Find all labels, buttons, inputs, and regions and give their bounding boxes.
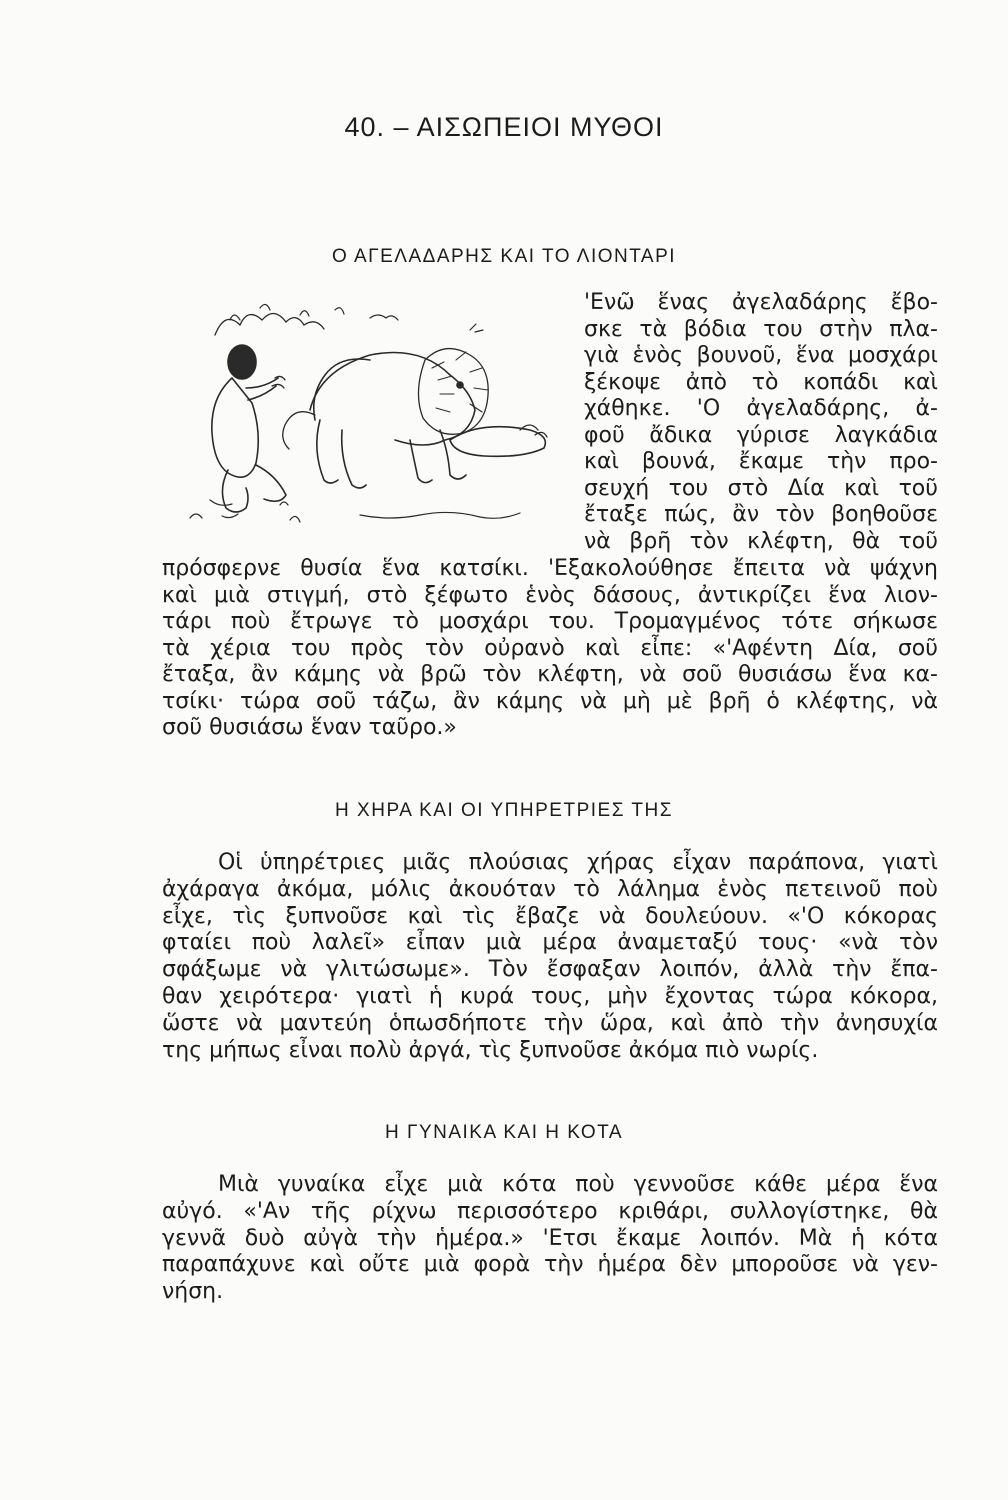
text-line: νὰ βρῆ τὸν κλέφτη, θὰ τοῦ (584, 528, 938, 554)
text-line: καὶ βουνά, ἔκαμε τὴν προ- (584, 449, 938, 474)
text-line: αὐγό. «'Αν τῆς ρίχνω περισσότερο κριθάρι, συλλογίστηκε, θὰ (162, 1198, 938, 1224)
text-line: Μιὰ γυναίκα εἶχε μιὰ κότα ποὺ γεννοῦσε κάθε μέρα ἕνα (218, 1172, 938, 1197)
text-line: ὥστε νὰ μαντεύη ὁπωσδήποτε τὴν ὥρα, καὶ ἀπὸ τὴν ἀνησυχία (162, 1010, 938, 1036)
story3-body (162, 1172, 938, 1306)
story2-body (162, 850, 938, 1064)
text-line: καὶ μιὰ στιγμή, στὸ ξέφωτο ἑνὸς δάσους, ἀντικρίζει ἕνα λιον- (162, 582, 938, 608)
story1-body (162, 556, 938, 742)
text-line: σκε τὰ βόδια του στὴν πλα- (584, 316, 938, 342)
text-line: Οἱ ὑπηρέτριες μιᾶς πλούσιας χήρας εἶχαν παράπονα, γιατὶ (218, 850, 938, 875)
text-line: τσίκι· τώρα σοῦ τάζω, ἂν κάμης νὰ μὴ μὲ βρῆ ὁ κλέφτης, νὰ (162, 688, 938, 714)
text-line: 'Ενῶ ἕνας ἀγελαδάρης ἔβο- (584, 290, 938, 315)
text-line: σευχή του στὸ Δία καὶ τοῦ (584, 475, 938, 501)
text-line: θαν χειρότερα· γιατὶ ἡ κυρά τους, μὴν ἔχοντας τώρα κόκορα, (162, 983, 938, 1009)
story-title-widow: Η ΧΗΡΑ ΚΑΙ ΟΙ ΥΠΗΡΕΤΡΙΕΣ ΤΗΣ (335, 800, 673, 821)
page-header: 40. – ΑΙΣΩΠΕΙΟΙ ΜΥΘΟΙ (344, 112, 664, 142)
text-line: φταίει ποὺ λαλεῖ» εἶπαν μιὰ μέρα ἀναμεταξύ τους· «νὰ τὸν (162, 930, 938, 956)
text-line: τάρι ποὺ ἔτρωγε τὸ μοσχάρι του. Τρομαγμένος τότε σήκωσε (162, 609, 938, 634)
text-line: ἔταξα, ἂν κάμης νὰ βρῶ τὸν κλέφτη, νὰ σοῦ θυσιάσω ἕνα κα- (162, 662, 938, 687)
text-line: εἶχε, τὶς ξυπνοῦσε καὶ τὶς ἔβαζε νὰ δουλεύουν. «'Ο κόκορας (162, 903, 938, 929)
text-line: χάθηκε. 'Ο ἀγελαδάρης, ἀ- (584, 396, 938, 421)
story1-narrow-column (584, 290, 938, 555)
text-line: σοῦ θυσιάσω ἕναν ταῦρο.» (162, 715, 457, 740)
herdsman-and-lion-drawing-icon (170, 290, 570, 540)
text-line: ξέκοψε ἀπὸ τὸ κοπάδι καὶ (584, 369, 938, 395)
story-title-herdsman: Ο ΑΓΕΛΑΔΑΡΗΣ ΚΑΙ ΤΟ ΛΙΟΝΤΑΡΙ (331, 246, 677, 267)
text-line: παραπάχυνε καὶ οὔτε μιὰ φορὰ τὴν ἡμέρα δὲν μποροῦσε νὰ γεν- (162, 1252, 938, 1278)
text-line: ἀχάραγα ἀκόμα, μόλις ἀκουόταν τὸ λάλημα ἑνὸς πετεινοῦ ποὺ (162, 876, 938, 902)
text-line: νήση. (162, 1279, 224, 1305)
text-line: σφάξωμε νὰ γλιτώσωμε». Τὸν ἔσφαξαν λοιπόν, ἀλλὰ τὴν ἔπα- (162, 957, 938, 983)
text-line: τὰ χέρια του πρὸς τὸν οὐρανὸ καὶ εἶπε: «'Αφέντη Δία, σοῦ (162, 635, 938, 661)
text-line: ἔταξε πώς, ἂν τὸν βοηθοῦσε (584, 502, 938, 527)
text-line: πρόσφερνε θυσία ἕνα κατσίκι. 'Εξακολούθησε ἔπειτα νὰ ψάχνη (162, 556, 938, 581)
story-title-hen: Η ΓΥΝΑΙΚΑ ΚΑΙ Η ΚΟΤΑ (384, 1122, 624, 1143)
text-line: γιὰ ἑνὸς βουνοῦ, ἕνα μοσχάρι (584, 343, 938, 368)
text-line: γεννᾶ δυὸ αὐγὰ τὴν ἡμέρα.» 'Ετσι ἔκαμε λοιπόν. Μὰ ἡ κότα (162, 1225, 938, 1251)
text-line: της μήπως εἶναι πολὺ ἀργά, τὶς ξυπνοῦσε ἀκόμα πιὸ νωρίς. (162, 1037, 819, 1063)
text-line: φοῦ ἄδικα γύρισε λαγκάδια (584, 422, 938, 448)
